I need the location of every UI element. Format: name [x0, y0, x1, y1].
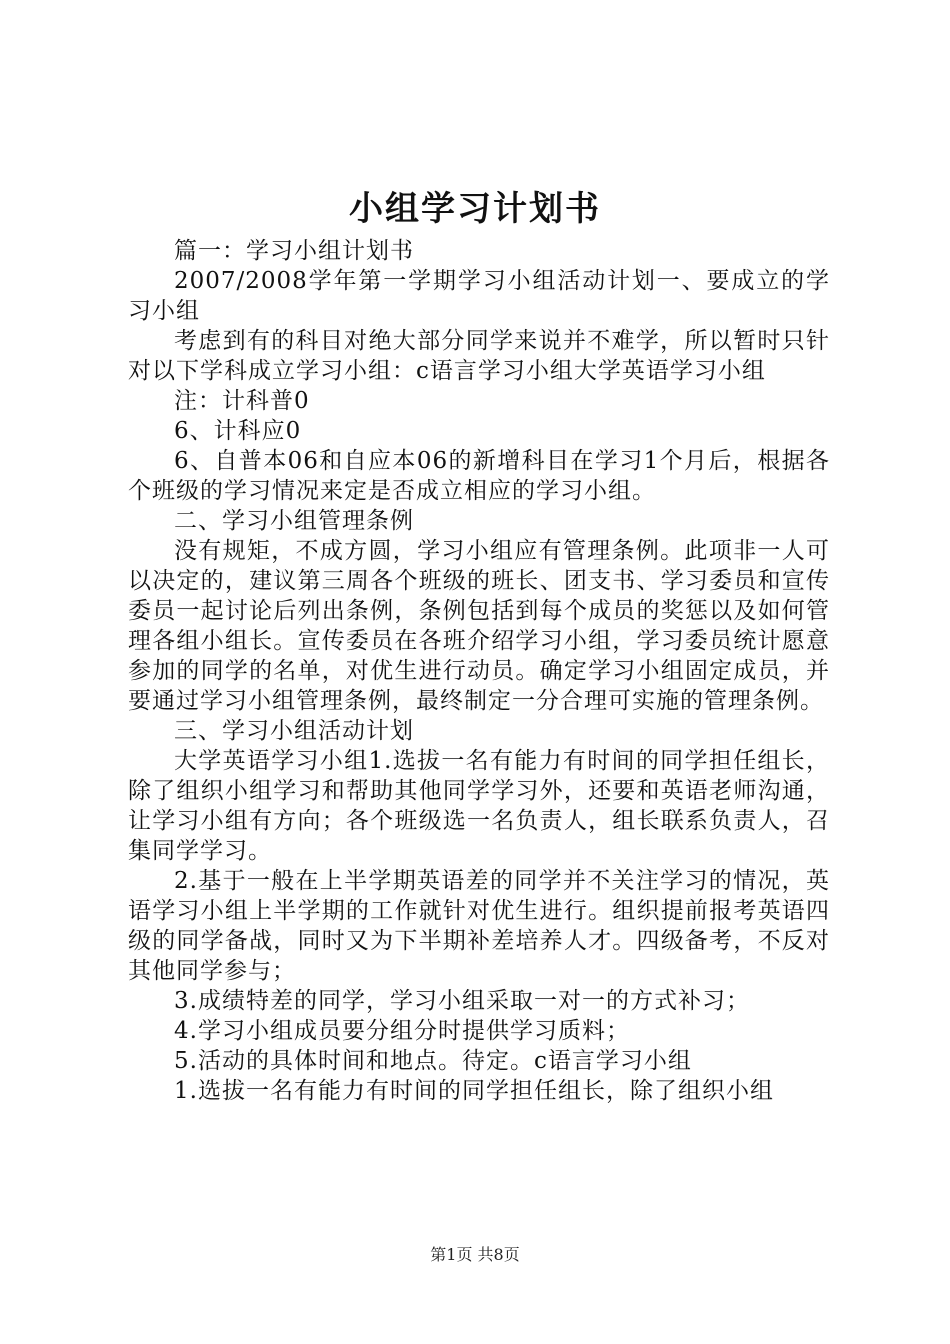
document-title: 小组学习计划书: [349, 189, 601, 229]
section-heading: 三、学习小组活动计划: [174, 718, 414, 744]
paragraph: 没有规矩，不成方圆，学习小组应有管理条例。此项非一人可以决定的，建议第三周各个班级的班长、团支书、学习委员和宣传委员一起讨论后列出条例，条例包括到每个成员的奖惩以及如何管理各组小组长。宣传委员在各班介绍学习小组，学习委员统计愿意参加的同学的名单，对优生进行动员。确定学习小组固定成员，并要通过学习小组管理条例，最终制定一分合理可实施的管理条例。: [128, 538, 830, 714]
paragraph: 4.学习小组成员要分组分时提供学习质料；: [174, 1018, 630, 1044]
paragraph: 篇一：学习小组计划书: [174, 238, 414, 264]
section-heading: 二、学习小组管理条例: [174, 508, 414, 534]
paragraph: 考虑到有的科目对绝大部分同学来说并不难学，所以暂时只针对以下学科成立学习小组：c语言学习小组大学英语学习小组: [128, 328, 830, 384]
paragraph: 5.活动的具体时间和地点。待定。c语言学习小组: [174, 1048, 692, 1074]
paragraph: 6、计科应0: [174, 418, 302, 444]
paragraph: 2.基于一般在上半学期英语差的同学并不关注学习的情况，英语学习小组上半学期的工作就针对优生进行。组织提前报考英语四级的同学备战，同时又为下半期补差培养人才。四级备考，不反对其他同学参与；: [128, 868, 830, 984]
page-number-footer: 第1页 共8页: [430, 1245, 520, 1264]
paragraph: 6、自普本06和自应本06的新增科目在学习1个月后，根据各个班级的学习情况来定是否成立相应的学习小组。: [128, 448, 830, 504]
paragraph: 大学英语学习小组1.选拔一名有能力有时间的同学担任组长，除了组织小组学习和帮助其他同学学习外，还要和英语老师沟通，让学习小组有方向；各个班级选一名负责人，组长联系负责人，召集同学学习。: [128, 748, 830, 864]
paragraph: 3.成绩特差的同学，学习小组采取一对一的方式补习；: [174, 988, 750, 1014]
paragraph: 注：计科普0: [174, 388, 310, 414]
document-body: [128, 236, 830, 1106]
paragraph: 2007/2008学年第一学期学习小组活动计划一、要成立的学习小组: [128, 268, 830, 324]
paragraph: 1.选拔一名有能力有时间的同学担任组长，除了组织小组: [174, 1078, 774, 1104]
